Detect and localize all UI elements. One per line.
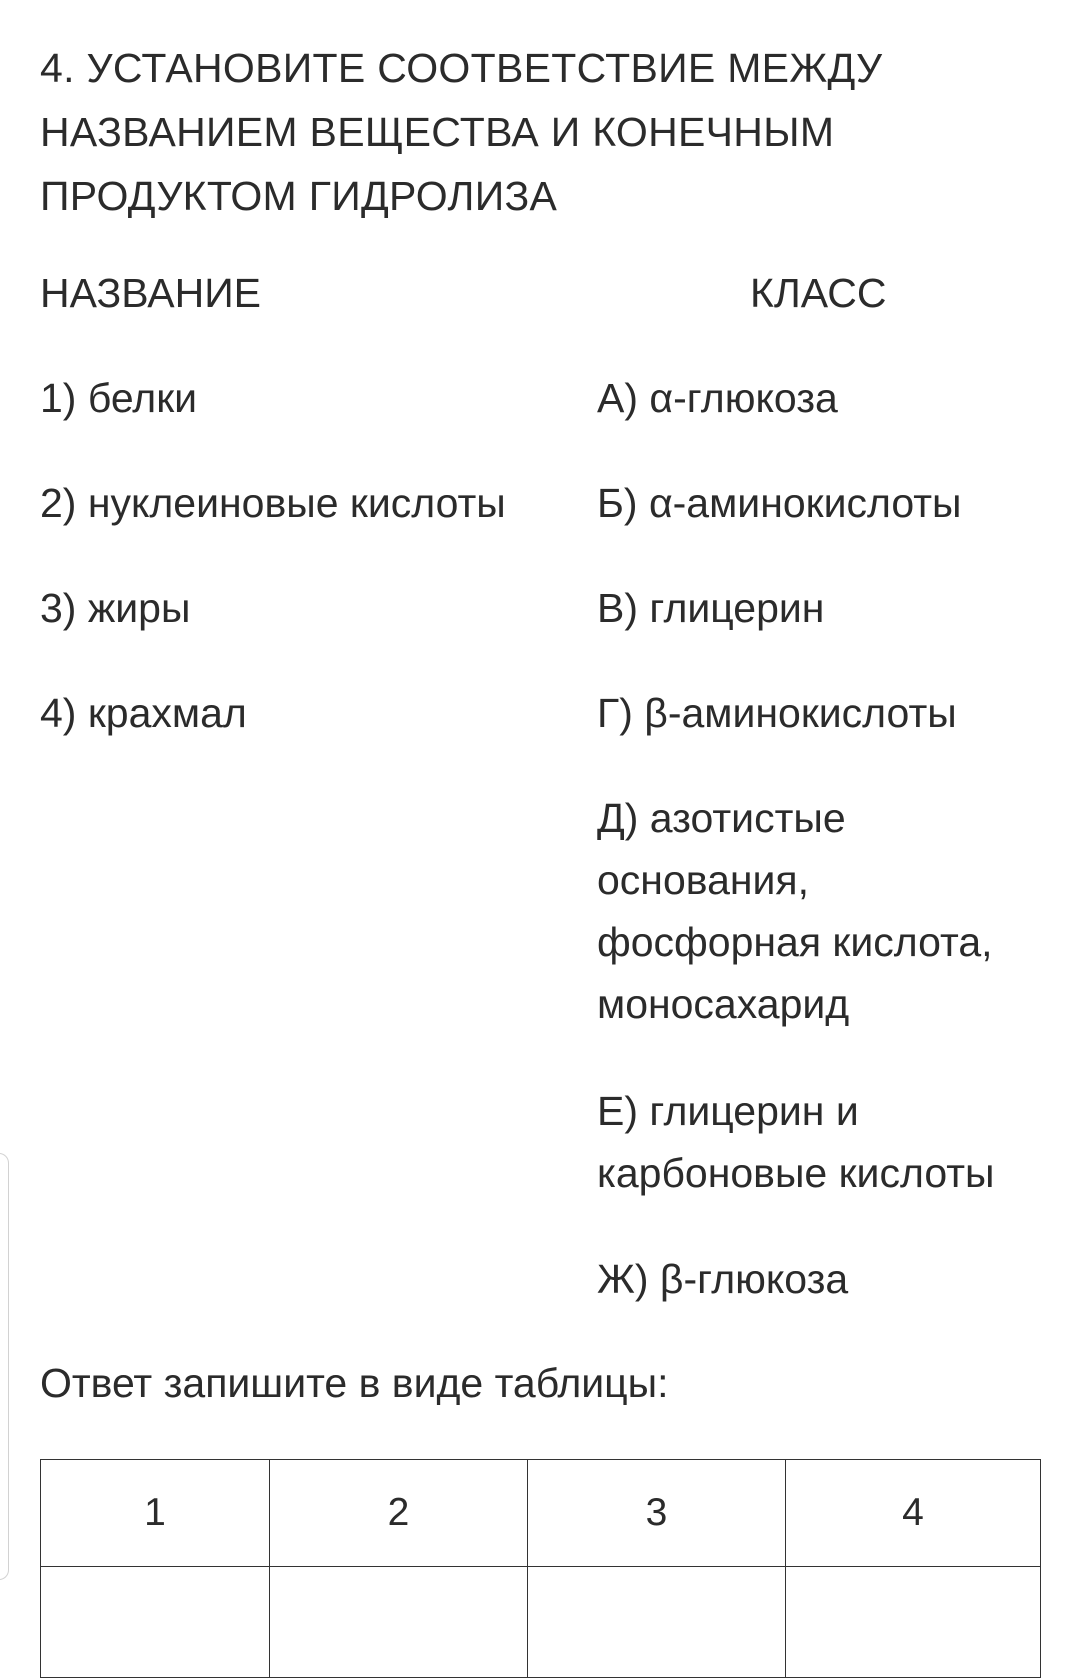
answer-instruction: Ответ запишите в виде таблицы: <box>40 1360 669 1406</box>
answer-column-2: 2 <box>270 1460 528 1567</box>
side-drawer-handle[interactable] <box>0 1153 9 1580</box>
answer-column-4: 4 <box>786 1460 1041 1567</box>
class-line: моносахарид <box>597 981 850 1027</box>
class-item-e <box>597 1080 995 1204</box>
class-line: Е) глицерин и <box>597 1088 859 1134</box>
class-item-g <box>597 682 957 744</box>
name-item-4: 4) крахмал <box>40 690 247 736</box>
answer-header-row <box>41 1460 1041 1567</box>
class-line: А) α-глюкоза <box>597 375 838 421</box>
classes-column-header: КЛАСС <box>750 270 887 316</box>
answer-value-row <box>41 1567 1041 1678</box>
answer-column-1: 1 <box>41 1460 270 1567</box>
class-line: карбоновые кислоты <box>597 1150 995 1196</box>
name-item-2: 2) нуклеиновые кислоты <box>40 480 506 526</box>
class-line: Г) β-аминокислоты <box>597 690 957 736</box>
answer-table <box>40 1459 1041 1678</box>
answer-cell-3[interactable] <box>528 1567 786 1678</box>
class-item-zh <box>597 1248 848 1310</box>
names-column-header: НАЗВАНИЕ <box>40 270 262 316</box>
class-line: В) глицерин <box>597 585 825 631</box>
class-item-b <box>597 472 962 534</box>
class-item-v <box>597 577 824 639</box>
class-line: фосфорная кислота, <box>597 919 993 965</box>
class-line: Д) азотистые <box>597 795 846 841</box>
class-item-d <box>597 787 993 1035</box>
class-line: основания, <box>597 857 810 903</box>
answer-cell-2[interactable] <box>270 1567 528 1678</box>
answer-cell-1[interactable] <box>41 1567 270 1678</box>
title-line: ПРОДУКТОМ ГИДРОЛИЗА <box>40 173 558 219</box>
answer-cell-4[interactable] <box>786 1567 1041 1678</box>
answer-column-3: 3 <box>528 1460 786 1567</box>
class-line: Ж) β-глюкоза <box>597 1256 849 1302</box>
question-title <box>40 36 1040 228</box>
title-line: 4. УСТАНОВИТЕ СООТВЕТСТВИЕ МЕЖДУ <box>40 45 883 91</box>
name-item-1: 1) белки <box>40 375 198 421</box>
class-line: Б) α-аминокислоты <box>597 480 962 526</box>
class-item-a <box>597 367 838 429</box>
title-line: НАЗВАНИЕМ ВЕЩЕСТВА И КОНЕЧНЫМ <box>40 109 835 155</box>
name-item-3: 3) жиры <box>40 585 191 631</box>
